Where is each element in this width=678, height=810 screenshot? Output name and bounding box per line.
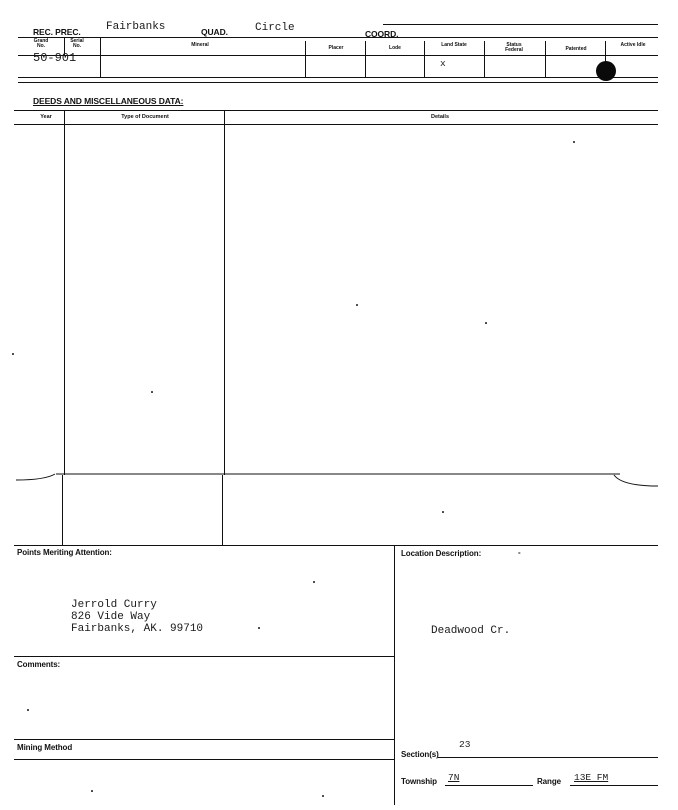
speck	[313, 581, 315, 583]
speck	[356, 304, 358, 306]
sections-label: Section(s)	[401, 750, 439, 759]
range-label: Range	[537, 777, 561, 786]
range-value: 13E FM	[574, 772, 609, 783]
points-address	[71, 599, 203, 635]
col-year: Year	[40, 114, 52, 120]
location-description-label: Location Description:	[401, 549, 482, 558]
deeds-header-rule	[14, 124, 658, 125]
speck	[573, 141, 575, 143]
township-value: 7N	[448, 772, 460, 783]
mine-table-header-rule	[18, 55, 658, 56]
speck	[151, 391, 153, 393]
quad-value: Circle	[255, 22, 295, 34]
mining-method-bottom-rule	[14, 759, 394, 760]
location-dash: -	[518, 548, 521, 557]
quad-label: QUAD.	[201, 27, 228, 37]
address-line-2: 826 Vide Way	[71, 611, 151, 623]
deeds-divider-1	[64, 110, 65, 475]
divider-patented	[545, 41, 546, 77]
col-mineral: Mineral	[191, 42, 209, 48]
land-state-mark: x	[440, 58, 446, 69]
mining-method-label: Mining Method	[17, 743, 73, 752]
rec-prec-label: REC. PREC.	[33, 27, 81, 37]
mining-method-top-rule	[14, 739, 394, 740]
col-serial-no: Serial No.	[70, 38, 84, 49]
address-line-3: Fairbanks, AK. 99710	[71, 623, 204, 635]
active-idle-filled-circle-icon	[596, 61, 616, 81]
mine-table-bottom-rule	[18, 77, 658, 78]
rec-prec-value: Fairbanks	[106, 21, 166, 33]
speck	[12, 353, 14, 355]
col-active-idle: Active Idle	[620, 42, 646, 48]
points-meriting-attention-label: Points Meriting Attention:	[17, 548, 112, 557]
speck	[322, 795, 324, 797]
divider-lode	[365, 41, 366, 77]
col-details: Details	[430, 114, 450, 120]
col-status-federal: Status Federal	[505, 42, 523, 53]
deeds-section-title: DEEDS AND MISCELLANEOUS DATA:	[33, 96, 184, 106]
header-top-rule	[383, 24, 658, 25]
deeds-top-rule	[14, 110, 658, 111]
lower-section-vertical	[394, 545, 395, 805]
col-grand-no: Grand No.	[33, 38, 49, 49]
speck	[258, 627, 260, 629]
grand-no-value: 50-901	[33, 51, 77, 65]
speck	[27, 709, 29, 711]
coord-label: COORD.	[365, 29, 399, 39]
township-label: Township	[401, 777, 437, 786]
sections-underline	[438, 757, 658, 758]
page-splice-line	[0, 466, 678, 492]
sections-value: 23	[459, 739, 471, 750]
speck	[485, 322, 487, 324]
col-type-of-document: Type of Document	[121, 114, 169, 120]
divider-land	[424, 41, 425, 77]
speck	[91, 790, 93, 792]
lower-section-top-rule	[14, 545, 658, 546]
speck	[442, 511, 444, 513]
divider-federal	[484, 41, 485, 77]
comments-top-rule	[14, 656, 394, 657]
township-underline	[445, 785, 533, 786]
mine-table-top-rule	[18, 37, 658, 38]
divider-placer	[305, 41, 306, 77]
col-placer: Placer	[328, 45, 344, 51]
col-land-status: Land State	[441, 42, 467, 48]
location-description-value: Deadwood Cr.	[431, 625, 511, 637]
deeds-divider-2	[224, 110, 225, 475]
range-underline	[570, 785, 658, 786]
col-patented: Patented	[565, 46, 587, 52]
divider-mineral	[100, 37, 101, 77]
col-lode: Lode	[389, 45, 401, 51]
mine-table-under-rule	[18, 82, 658, 83]
address-line-1: Jerrold Curry	[71, 599, 157, 611]
comments-label: Comments:	[17, 660, 61, 669]
